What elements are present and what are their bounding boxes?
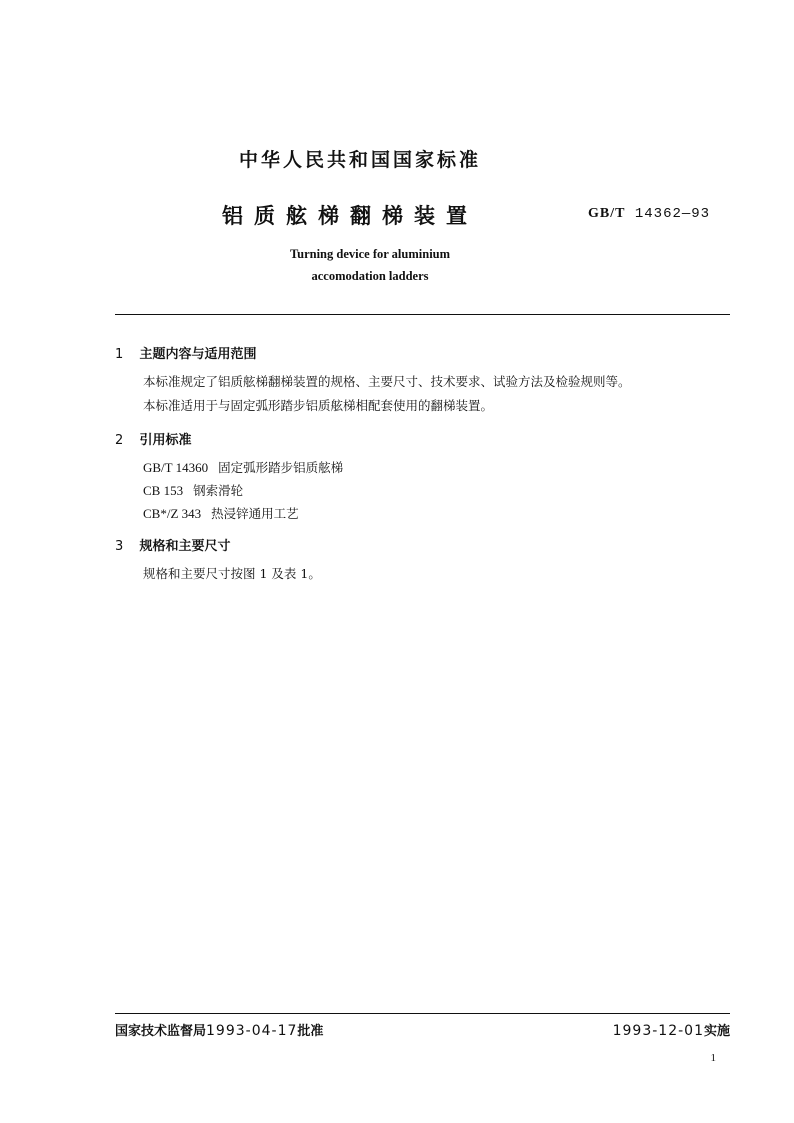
section-3-paragraph-1: 规格和主要尺寸按图 1 及表 1。	[143, 566, 321, 581]
standard-number	[588, 206, 710, 222]
title-en-line-1: Turning device for aluminium	[289, 247, 451, 261]
reference-item-1	[143, 458, 343, 476]
document-title-en	[0, 243, 740, 287]
approval-word: 批准	[297, 1024, 324, 1039]
section-title: 主题内容与适用范围	[139, 347, 257, 362]
reference-title: 固定弧形踏步铝质舷梯	[218, 460, 344, 475]
national-standard-label: 中华人民共和国国家标准	[238, 149, 481, 171]
standard-code: GB/T	[588, 206, 626, 221]
section-title: 规格和主要尺寸	[139, 539, 231, 554]
effective-date: 1993-12-01	[612, 1023, 704, 1039]
approval-organization: 国家技术监督局	[115, 1024, 207, 1039]
section-1-paragraph-2: 本标准适用于与固定弧形踏步铝质舷梯相配套使用的翻梯装置。	[143, 398, 494, 413]
reference-item-3	[143, 504, 299, 522]
header-divider	[115, 314, 730, 315]
section-title: 引用标准	[139, 433, 192, 448]
reference-title: 热浸锌通用工艺	[211, 506, 299, 521]
footer-divider	[115, 1013, 730, 1014]
section-2-heading	[115, 429, 192, 448]
reference-title: 钢索滑轮	[193, 483, 244, 498]
approval-date: 1993-04-17	[206, 1023, 298, 1039]
approval-line	[115, 1020, 323, 1039]
effective-line	[613, 1020, 730, 1039]
section-number: 1	[115, 347, 124, 362]
section-number: 2	[115, 433, 124, 448]
reference-code: GB/T 14360	[143, 460, 209, 475]
reference-code: CB 153	[143, 483, 184, 498]
standard-number-value: 14362—93	[634, 206, 711, 222]
section-number: 3	[115, 539, 124, 554]
section-3-heading	[115, 535, 231, 554]
reference-item-2	[143, 481, 243, 499]
section-1-heading	[115, 343, 257, 362]
reference-code: CB*/Z 343	[143, 506, 202, 521]
title-en-line-2: accomodation ladders	[311, 269, 429, 283]
page-number: 1	[710, 1052, 716, 1064]
document-title-cn: 铝质舷梯翻梯装置	[222, 204, 478, 228]
effective-word: 实施	[703, 1024, 730, 1039]
section-1-paragraph-1: 本标准规定了铝质舷梯翻梯装置的规格、主要尺寸、技术要求、试验方法及检验规则等。	[143, 374, 631, 389]
